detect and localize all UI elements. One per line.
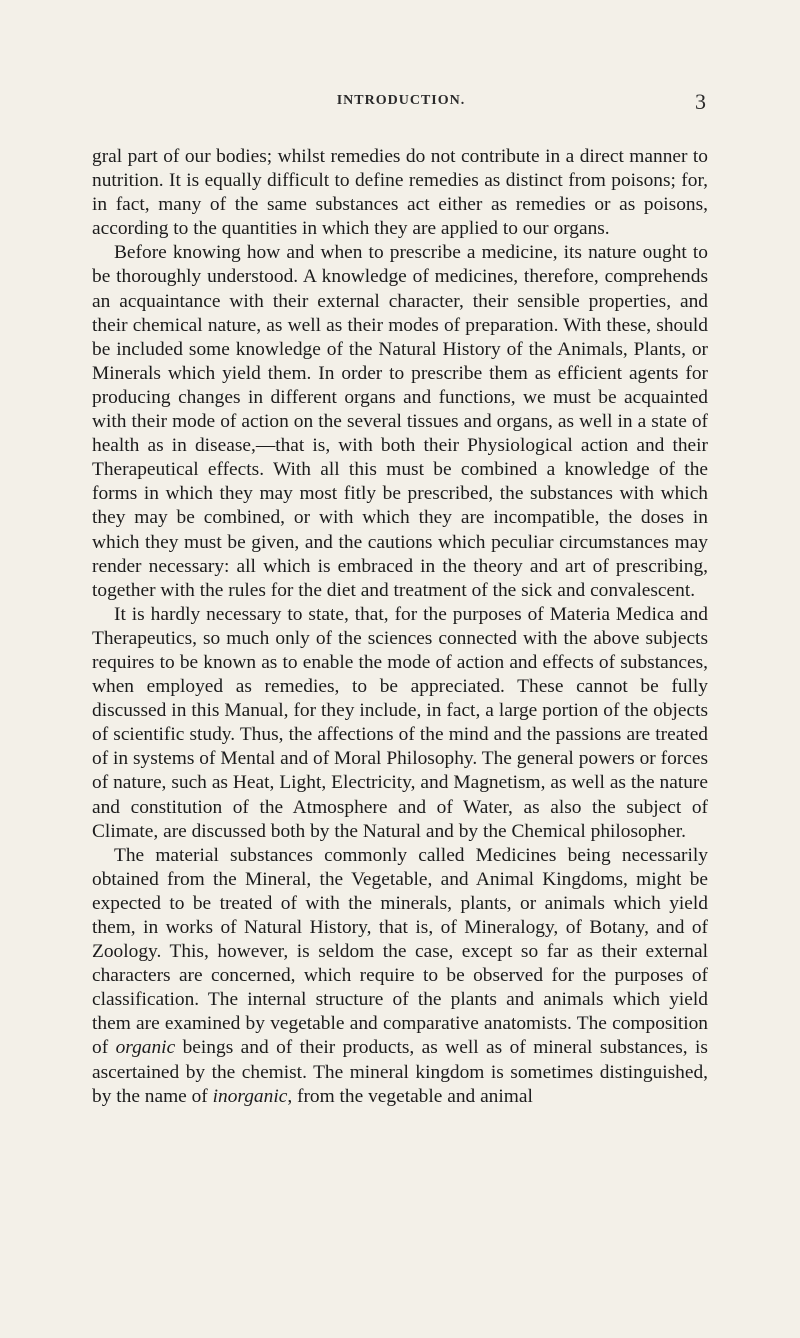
paragraph <box>92 145 708 241</box>
text-run: The material substances commonly called Medicines being necessarily obtained from the Mineral, the Vegetable, and Animal Kingdoms, might be expected to be treated of with the minerals, plants, or animals which yield them, in works of Natural History, that is, of Mineralogy, of Botany, and of Zoology. This, however, is seldom the case, except so far as their external characters are concerned, which require to be observed for the purposes of classification. The internal structure of the plants and animals which yield them are examined by vegetable and comparative anatomists. The composition of <box>92 844 708 1059</box>
paragraph <box>92 844 708 1109</box>
italic-term: organic <box>115 1037 176 1059</box>
text-run: beings and of their products, as well as of mineral substances, is ascertained by the chemist. The mineral kingdom is sometimes distinguished, by the name of <box>92 1037 708 1107</box>
italic-term: inorganic <box>212 1085 288 1107</box>
running-head <box>96 89 706 115</box>
running-head-title: INTRODUCTION. <box>336 93 466 108</box>
body-text <box>92 145 708 1109</box>
text-run: gral part of our bodies; whilst remedies do not contribute in a direct manner to nutrition. It is equally difficult to define remedies as distinct from poisons; for, in fact, many of the same substances act either as remedies or as poisons, according to the quantities in which they are applied to our organs. <box>92 146 708 240</box>
text-run: Before knowing how and when to prescribe a medicine, its nature ought to be thoroughly understood. A knowledge of medicines, therefore, comprehends an acquaintance with their external character, their sensible properties, and their chemical nature, as well as their modes of preparation. With these, should be included some knowledge of the Natural History of the Animals, Plants, or Minerals which yield them. In order to prescribe them as efficient agents for producing changes in different organs and functions, we must be acquainted with their mode of action on the several tissues and organs, as well in a state of health as in disease,—that is, with both their Physiological action and their Therapeutical effects. With all this must be combined a knowledge of the forms in which they may most fitly be prescribed, the substances with which they may be combined, or with which they are incompatible, the doses in which they must be given, and the cautions which peculiar circumstances may render necessary: all which is embraced in the theory and art of prescribing, together with the rules for the diet and treatment of the sick and convalescent. <box>92 242 708 601</box>
text-run: , from the vegetable and animal <box>287 1085 533 1107</box>
paragraph <box>92 603 708 844</box>
page-number: 3 <box>695 89 706 114</box>
paragraph <box>92 241 708 602</box>
text-run: It is hardly necessary to state, that, for the purposes of Materia Medica and Therapeutics, so much only of the sciences connected with the above subjects requires to be known as to enable the mode of action and effects of substances, when employed as remedies, to be appreciated. These cannot be fully discussed in this Manual, for they include, in fact, a large portion of the objects of scientific study. Thus, the affections of the mind and the passions are treated of in systems of Mental and of Moral Philosophy. The general powers or forces of nature, such as Heat, Light, Electricity, and Magnetism, as well as the nature and constitution of the Atmosphere and of Water, as also the subject of Climate, are discussed both by the Natural and by the Chemical philosopher. <box>92 603 708 842</box>
